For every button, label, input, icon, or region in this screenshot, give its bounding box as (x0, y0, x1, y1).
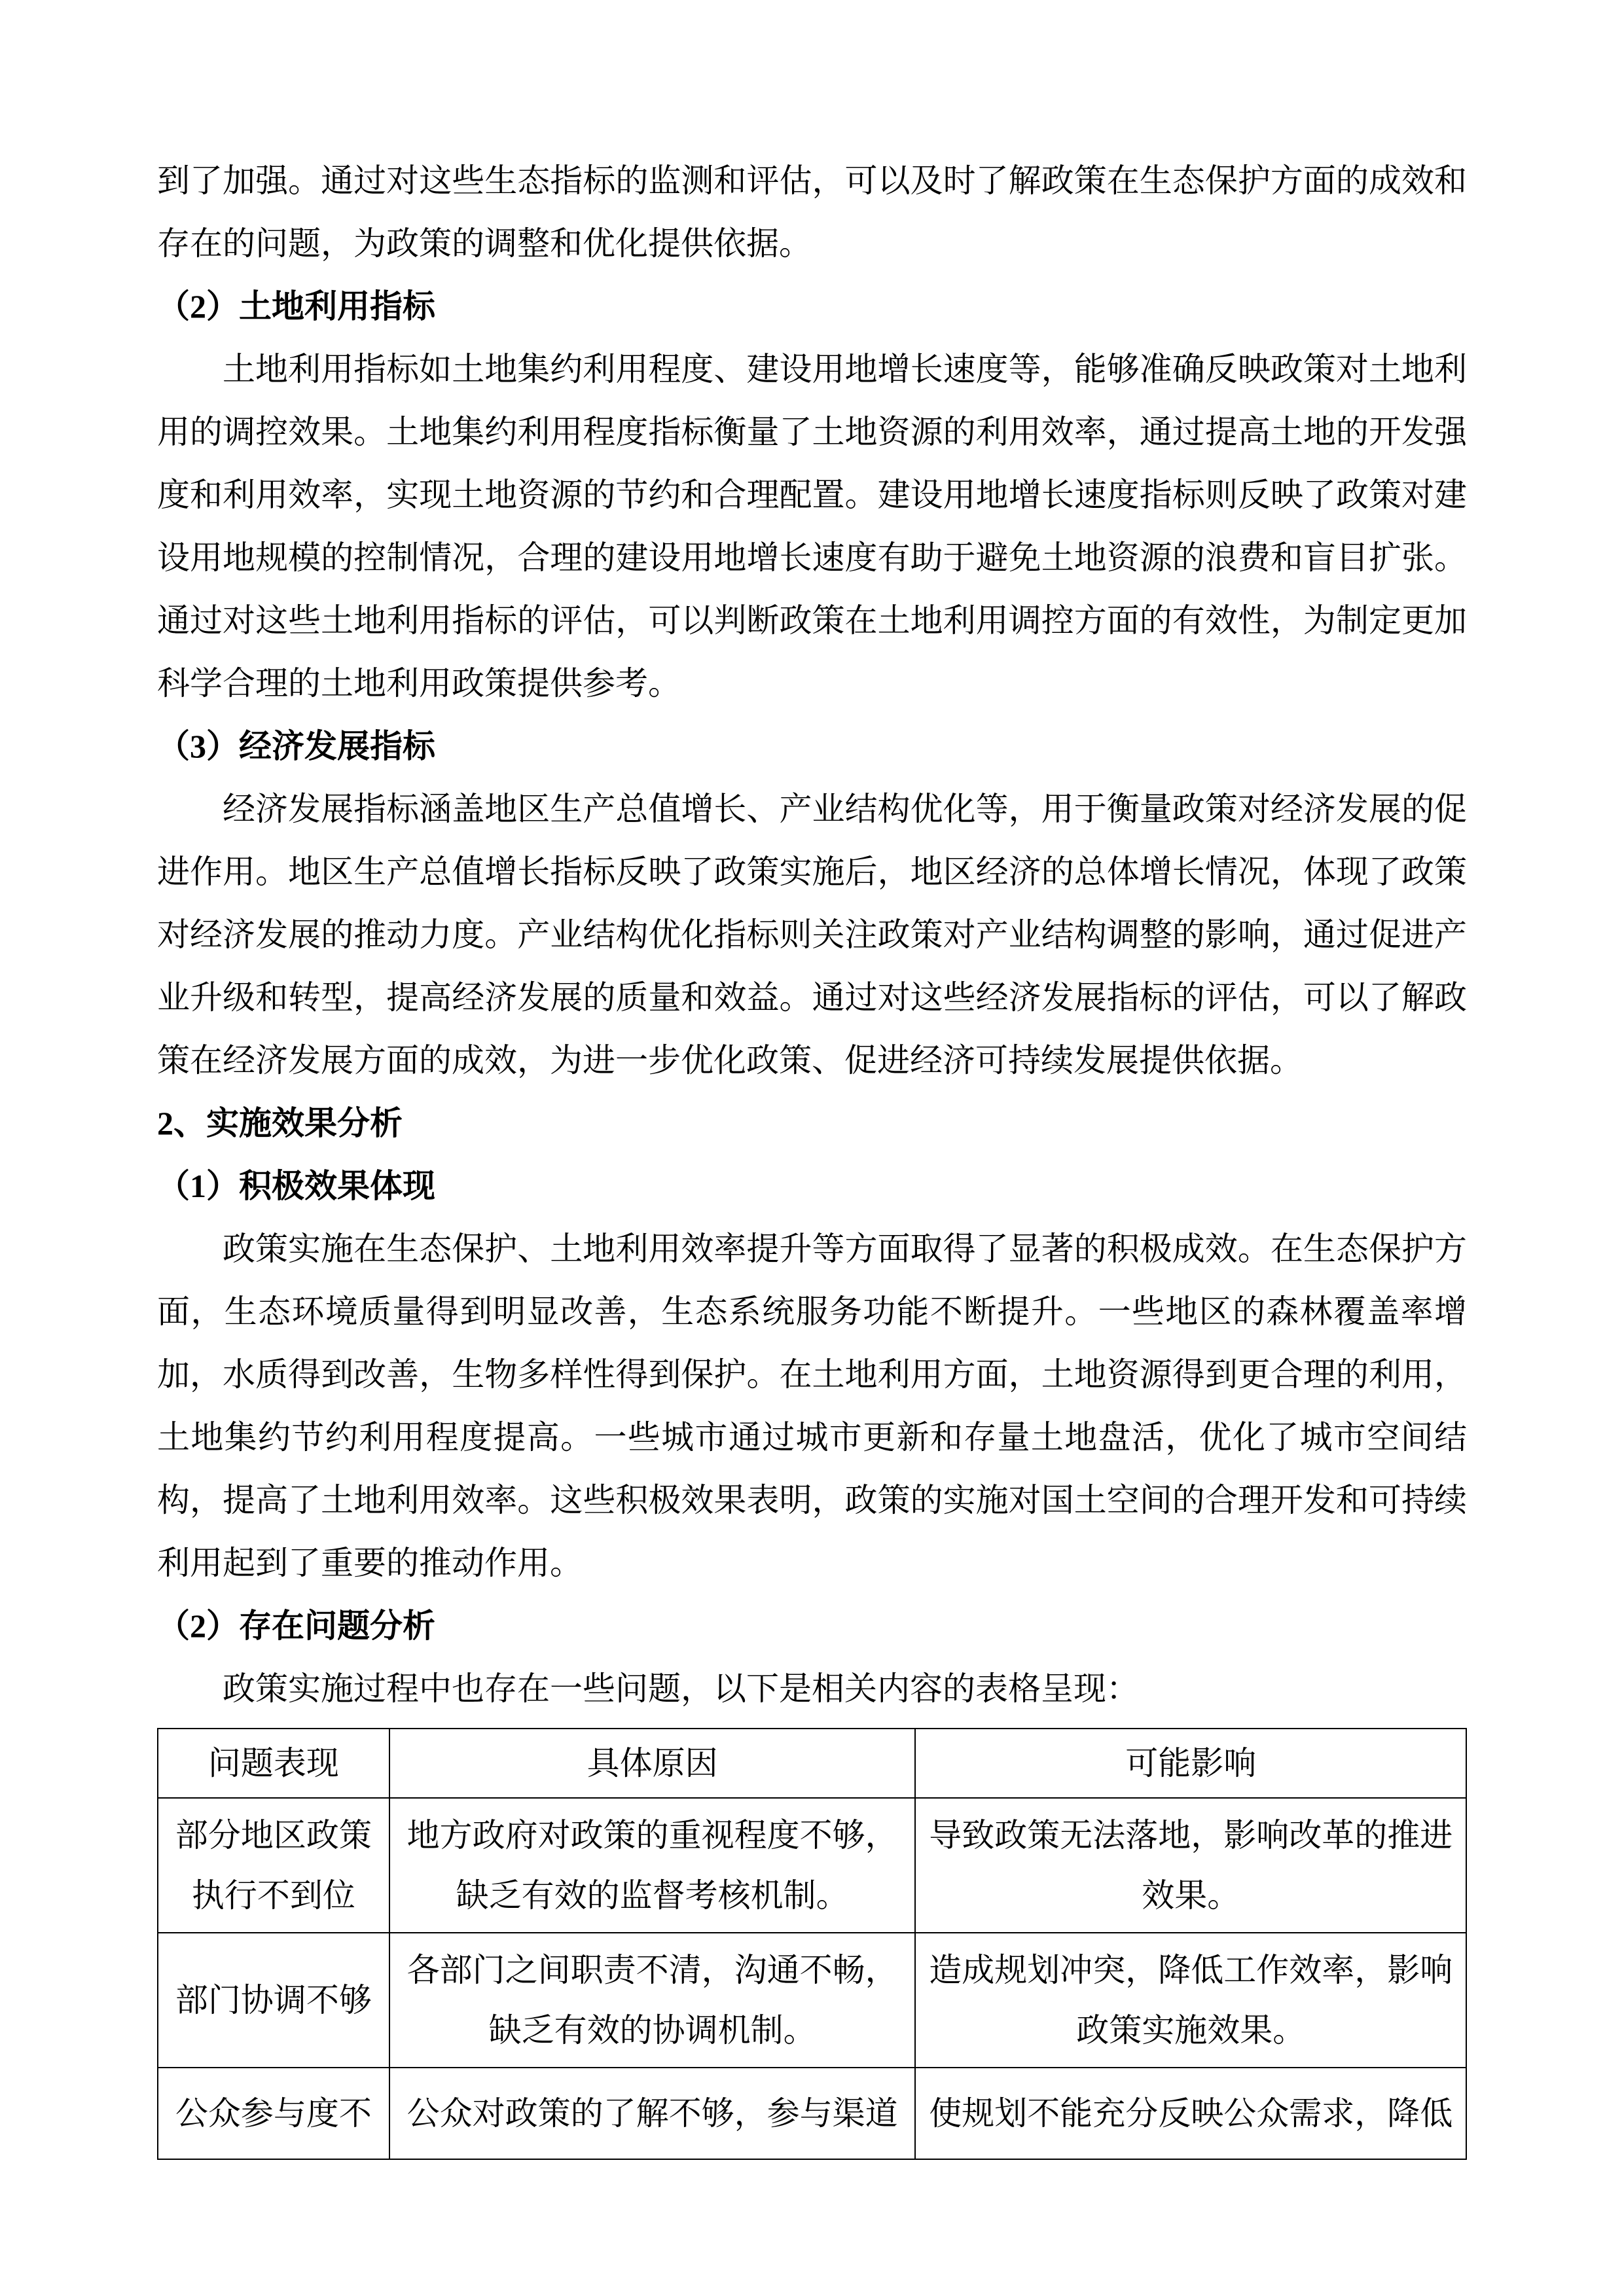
table-header-cell: 可能影响 (915, 1729, 1466, 1798)
table-header-cell: 具体原因 (389, 1729, 916, 1798)
section-heading: （2）土地利用指标 (157, 288, 435, 325)
table-cell: 公众对政策的了解不够，参与渠道 (389, 2068, 916, 2159)
section-heading: （1）积极效果体现 (157, 1168, 435, 1204)
table-cell: 地方政府对政策的重视程度不够，缺乏有效的监督考核机制。 (389, 1798, 916, 1933)
section-heading: （3）经济发展指标 (157, 728, 435, 764)
paragraph: 政策实施过程中也存在一些问题，以下是相关内容的表格呈现： (223, 1670, 1139, 1707)
table-cell: 使规划不能充分反映公众需求，降低 (915, 2068, 1466, 2159)
table-row (158, 1798, 1466, 1933)
issues-table-head (158, 1729, 1466, 1798)
table-cell: 公众参与度不 (158, 2068, 389, 2159)
table-cell: 部分地区政策执行不到位 (158, 1798, 389, 1933)
table-row (158, 1933, 1466, 2068)
table-header-row (158, 1729, 1466, 1798)
paragraph: 政策实施在生态保护、土地利用效率提升等方面取得了显著的积极成效。在生态保护方面，生态环境质量得到明显改善，生态系统服务功能不断提升。一些地区的森林覆盖率增加，水质得到改善，生物多样性得到保护。在土地利用方面，土地资源得到更合理的利用，土地集约节约利用程度提高。一些城市通过城市更新和存量土地盘活，优化了城市空间结构，提高了土地利用效率。这些积极效果表明，政策的实施对国土空间的合理开发和可持续利用起到了重要的推动作用。 (157, 1230, 1467, 1581)
paragraph: 土地利用指标如土地集约利用程度、建设用地增长速度等，能够准确反映政策对土地利用的调控效果。土地集约利用程度指标衡量了土地资源的利用效率，通过提高土地的开发强度和利用效率，实现土地资源的节约和合理配置。建设用地增长速度指标则反映了政策对建设用地规模的控制情况，合理的建设用地增长速度有助于避免土地资源的浪费和盲目扩张。通过对这些土地利用指标的评估，可以判断政策在土地利用调控方面的有效性，为制定更加科学合理的土地利用政策提供参考。 (157, 351, 1467, 702)
table-cell: 各部门之间职责不清，沟通不畅，缺乏有效的协调机制。 (389, 1933, 916, 2068)
section-heading: 2、实施效果分析 (157, 1105, 403, 1141)
issues-table-body (158, 1798, 1466, 2159)
paragraph: 经济发展指标涵盖地区生产总值增长、产业结构优化等，用于衡量政策对经济发展的促进作用。地区生产总值增长指标反映了政策实施后，地区经济的总体增长情况，体现了政策对经济发展的推动力度。产业结构优化指标则关注政策对产业结构调整的影响，通过促进产业升级和转型，提高经济发展的质量和效益。通过对这些经济发展指标的评估，可以了解政策在经济发展方面的成效，为进一步优化政策、促进经济可持续发展提供依据。 (157, 791, 1467, 1079)
document-content (157, 149, 1467, 1720)
table-cell: 部门协调不够 (158, 1933, 389, 2068)
table-cell: 导致政策无法落地，影响改革的推进效果。 (915, 1798, 1466, 1933)
issues-table (157, 1728, 1467, 2160)
table-header-cell: 问题表现 (158, 1729, 389, 1798)
section-heading: （2）存在问题分析 (157, 1607, 435, 1644)
paragraph: 到了加强。通过对这些生态指标的监测和评估，可以及时了解政策在生态保护方面的成效和存在的问题，为政策的调整和优化提供依据。 (157, 162, 1467, 262)
table-row (158, 2068, 1466, 2159)
table-cell: 造成规划冲突，降低工作效率，影响政策实施效果。 (915, 1933, 1466, 2068)
